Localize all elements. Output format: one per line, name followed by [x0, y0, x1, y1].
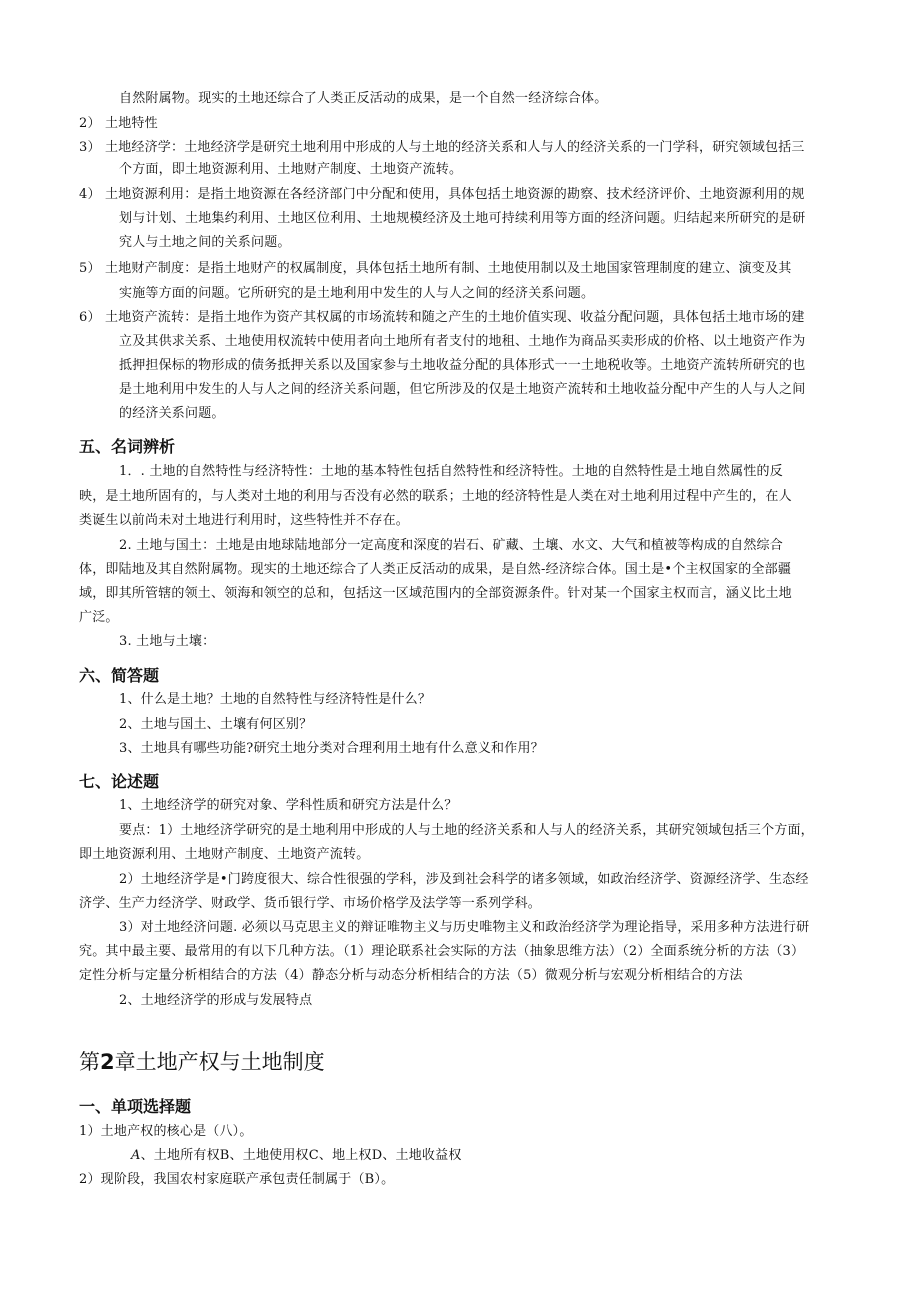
- ch2-q1: 1）土地产权的核心是（八）。: [79, 1124, 253, 1139]
- s5-p1-line-3: 类诞生以前尚未对土地进行利用时，这些特性并不存在。: [79, 513, 410, 528]
- ch2-q1-options-text: 、土地所有权B、土地使用权C、地上权D、土地收益权: [140, 1148, 462, 1163]
- s5-p2-line-3: 域，即其所管辖的领土、领海和领空的总和，包括这一区域范围内的全部资源条件。针对某一个国家主权而言，涵义比土地: [79, 586, 792, 601]
- item6-line-2: 立及其供求关系、土地使用权流转中使用者向土地所有者支付的地租、土地作为商品买卖形成的价格、以土地资产作为: [119, 334, 806, 349]
- chapter-title: [79, 1046, 325, 1076]
- item3-line-1: 3） 土地经济学：土地经济学是研究土地利用中形成的人与土地的经济关系和人与人的经济关系的一门学科，研究领域包括三: [79, 140, 805, 155]
- s7-a3-line-2: 究。其中最主要、最常用的有以下几种方法。（1）理论联系社会实际的方法（抽象思维方法）（2）全面系统分析的方法（3）: [79, 944, 805, 959]
- s7-a3-line-3: 定性分析与定量分析相结合的方法（4）静态分析与动态分析相结合的方法（5）微观分析与宏观分析相结合的方法: [79, 968, 743, 983]
- ch2-section1-heading: 一、单项选择题: [79, 1097, 192, 1116]
- s6-q3: 3、土地具有哪些功能?研究土地分类对合理利用土地有什么意义和作用？: [119, 741, 544, 756]
- s5-p2-line-1: 2. 土地与国土：土地是由地球陆地部分一定高度和深度的岩石、矿藏、土壤、水文、大气和植被等构成的自然综合: [119, 538, 783, 553]
- item3-line-2: 个方面，即土地资源利用、土地财产制度、土地资产流转。: [119, 162, 463, 177]
- section7-heading: 七、论述题: [79, 772, 160, 791]
- s7-a2-line-1: 2）土地经济学是•门跨度很大、综合性很强的学科，涉及到社会科学的诸多领域，如政治经济学、资源经济学、生态经: [119, 872, 809, 887]
- s7-a2-line-2: 济学、生产力经济学、财政学、货币银行学、市场价格学及法学等一系列学科。: [79, 896, 542, 911]
- s7-a1-line-1: 要点：1）土地经济学研究的是土地利用中形成的人与土地的经济关系和人与人的经济关系，其研究领域包括三个方面，: [119, 823, 814, 838]
- item4-line-3: 究人与土地之间的关系问题。: [119, 235, 291, 250]
- item6-line-3: 抵押担保标的物形成的债务抵押关系以及国家参与土地收益分配的具体形式一一土地税收等。土地资产流转所研究的也: [119, 358, 806, 373]
- item4-line-1: 4） 土地资源利用：是指土地资源在各经济部门中分配和使用，具体包括土地资源的勘察、技术经济评价、土地资源利用的规: [79, 187, 805, 202]
- item5-line-1: 5） 土地财产制度：是指土地财产的权属制度，具体包括土地所有制、土地使用制以及土地国家管理制度的建立、演变及其: [79, 261, 792, 276]
- s5-p1-line-1: 1．. 土地的自然特性与经济特性：土地的基本特性包括自然特性和经济特性。土地的自然特性是土地自然属性的反: [119, 464, 783, 479]
- section6-heading: 六、简答题: [79, 666, 160, 685]
- chapter-title-prefix: 第: [79, 1050, 100, 1074]
- s5-p3: 3. 土地与土壤：: [119, 634, 216, 649]
- s6-q2: 2、土地与国土、土壤有何区别？: [119, 717, 313, 732]
- item6-line-4: 是土地利用中发生的人与人之间的经济关系问题，但它所涉及的仅是土地资产流转和土地收益分配中产生的人与人之间: [119, 382, 806, 397]
- chapter-number: 2: [100, 1050, 115, 1074]
- chapter-title-rest: 章土地产权与土地制度: [114, 1050, 325, 1074]
- s7-q1: 1、土地经济学的研究对象、学科性质和研究方法是什么？: [119, 798, 458, 813]
- s7-q2: 2、土地经济学的形成与发展特点: [119, 993, 313, 1008]
- ch2-q1-options: [131, 1148, 462, 1164]
- item5-line-2: 实施等方面的问题。它所研究的是土地利用中发生的人与人之间的经济关系问题。: [119, 286, 595, 301]
- item2-line: 2） 土地特性: [79, 116, 158, 131]
- item4-line-2: 划与计划、土地集约利用、土地区位利用、土地规模经济及土地可持续利用等方面的经济问题。归结起来所研究的是研: [119, 211, 806, 226]
- s7-a1-line-2: 即土地资源利用、土地财产制度、土地资产流转。: [79, 847, 370, 862]
- section5-heading: 五、名词辨析: [79, 437, 176, 456]
- item6-line-5: 的经济关系问题。: [119, 406, 225, 421]
- item1-tail: 自然附属物。现实的土地还综合了人类正反活动的成果，是一个自然一经济综合体。: [119, 91, 608, 106]
- item6-line-1: 6） 土地资产流转：是指土地作为资产其权属的市场流转和随之产生的土地价值实现、收益分配问题，具体包括土地市场的建: [79, 310, 805, 325]
- s5-p1-line-2: 映，是土地所固有的，与人类对土地的利用与否没有必然的联系；土地的经济特性是人类在对土地利用过程中产生的，在人: [79, 489, 792, 504]
- ch2-q2: 2）现阶段，我国农村家庭联产承包责任制属于（B）。: [79, 1172, 395, 1187]
- s7-a3-line-1: 3）对土地经济问题. 必须以马克思主义的辩证唯物主义与历史唯物主义和政治经济学为理论指导，采用多种方法进行研: [119, 920, 810, 935]
- s5-p2-line-4: 广泛。: [79, 610, 119, 625]
- s6-q1: 1、什么是土地？土地的自然特性与经济特性是什么？: [119, 692, 432, 707]
- s5-p2-line-2: 体，即陆地及其自然附属物。现实的土地还综合了人类正反活动的成果，是自然-经济综合体。国土是•个主权国家的全部疆: [79, 562, 792, 577]
- ch2-q1-option-letter: A: [131, 1148, 141, 1163]
